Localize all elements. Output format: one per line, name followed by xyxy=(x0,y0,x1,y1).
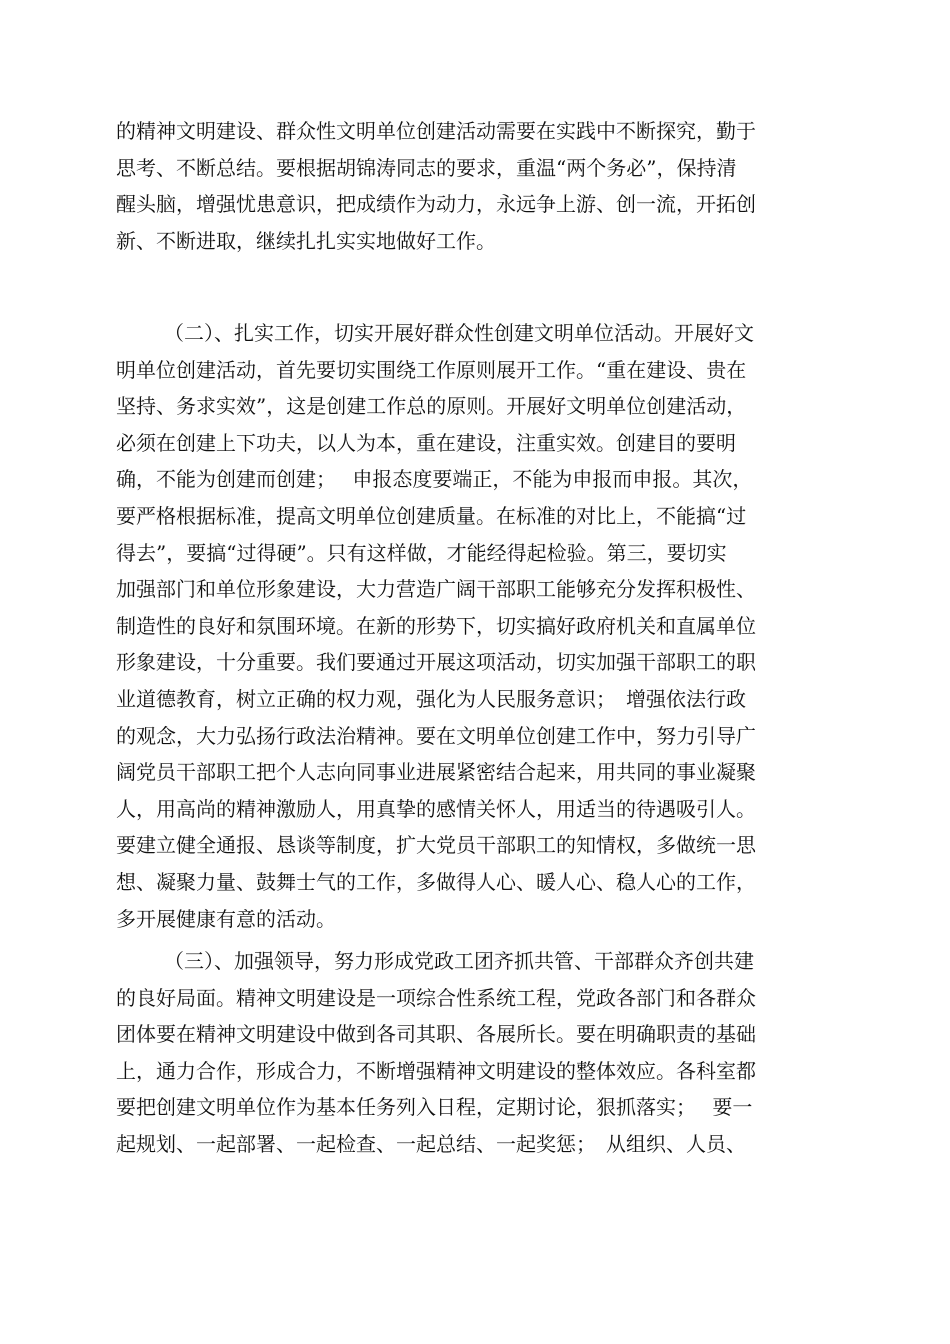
paragraph-section-two xyxy=(116,315,834,937)
text-line: 要把创建文明单位作为基本任务列入日程，定期讨论，狠抓落实； 要一 xyxy=(116,1095,753,1120)
paragraph-section-three xyxy=(116,943,834,1163)
text-line: 的观念，大力弘扬行政法治精神。要在文明单位创建工作中，努力引导广 xyxy=(116,723,756,748)
text-line: 起规划、一起部署、一起检查、一起总结、一起奖惩； 从组织、人员、 xyxy=(116,1131,746,1156)
paragraph-text xyxy=(116,113,834,259)
text-line: 的良好局面。精神文明建设是一项综合性系统工程，党政各部门和各群众 xyxy=(116,985,756,1010)
text-line: 业道德教育，树立正确的权力观，强化为人民服务意识； 增强依法行政 xyxy=(116,686,746,711)
text-line: 确，不能为创建而创建； 申报态度要端正，不能为申报而申报。其次， xyxy=(116,467,753,492)
text-line: 上，通力合作，形成合力，不断增强精神文明建设的整体效应。各科室都 xyxy=(116,1058,756,1083)
text-line: （二）、扎实工作，切实开展好群众性创建文明单位活动。开展好文 xyxy=(164,321,754,345)
text-line: 要建立健全通报、恳谈等制度，扩大党员干部职工的知情权，多做统一思 xyxy=(116,833,756,858)
text-line: 明单位创建活动，首先要切实围绕工作原则展开工作。“重在建设、贵在 xyxy=(116,357,747,382)
text-line: 的精神文明建设、群众性文明单位创建活动需要在实践中不断探究，勤于 xyxy=(116,119,756,143)
text-line: 想、凝聚力量、鼓舞士气的工作，多做得人心、暖人心、稳人心的工作， xyxy=(116,869,756,894)
text-line: 多开展健康有意的活动。 xyxy=(116,906,336,931)
text-line: 醒头脑，增强忧患意识，把成绩作为动力，永远争上游、创一流，开拓创 xyxy=(116,192,756,217)
text-line: 人，用高尚的精神激励人，用真挚的感情关怀人，用适当的待遇吸引人。 xyxy=(116,796,756,821)
text-line: 坚持、务求实效”，这是创建工作总的原则。开展好文明单位创建活动， xyxy=(116,394,747,419)
text-line: （三）、加强领导，努力形成党政工团齐抓共管、干部群众齐创共建 xyxy=(164,949,754,973)
text-line: 制造性的良好和氛围环境。在新的形势下，切实搞好政府机关和直属单位 xyxy=(116,613,756,638)
paragraph-text xyxy=(116,943,834,1163)
text-line: 形象建设，十分重要。我们要通过开展这项活动，切实加强干部职工的职 xyxy=(116,650,756,675)
paragraph-continuation xyxy=(116,113,834,259)
paragraph-text xyxy=(116,315,834,937)
text-line: 团体要在精神文明建设中做到各司其职、各展所长。要在明确职责的基础 xyxy=(116,1022,756,1047)
text-line: 必须在创建上下功夫，以人为本，重在建设，注重实效。创建目的要明 xyxy=(116,430,736,455)
text-line: 要严格根据标准，提高文明单位创建质量。在标准的对比上，不能搞“过 xyxy=(116,503,747,528)
text-line: 得去”，要搞“过得硬”。只有这样做，才能经得起检验。第三，要切实 xyxy=(116,540,727,565)
text-line: 加强部门和单位形象建设，大力营造广阔干部职工能够充分发挥积极性、 xyxy=(116,577,756,602)
text-line: 新、不断进取，继续扎扎实实地做好工作。 xyxy=(116,228,496,253)
text-line: 阔党员干部职工把个人志向同事业进展紧密结合起来，用共同的事业凝聚 xyxy=(116,760,756,785)
text-line: 思考、不断总结。要根据胡锦涛同志的要求，重温“两个务必”，保持清 xyxy=(116,155,737,180)
